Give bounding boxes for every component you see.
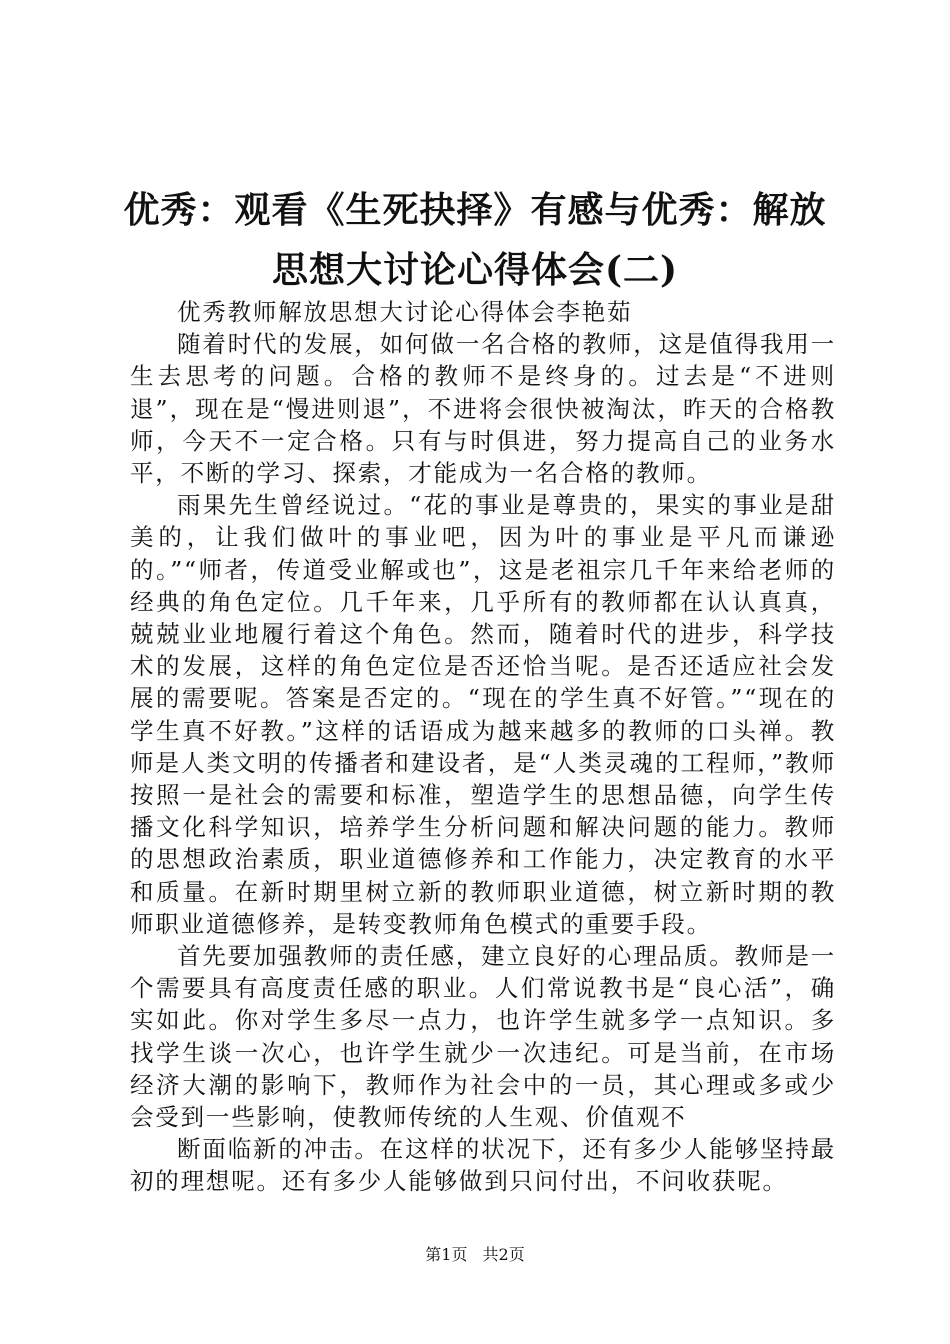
document-body: [130, 296, 836, 1198]
page-total: 共2页: [482, 1245, 525, 1264]
body-paragraph: 优秀教师解放思想大讨论心得体会李艳茹: [177, 298, 633, 326]
page-number: 第1页: [425, 1245, 468, 1264]
page-footer: [0, 1244, 950, 1266]
document-title: 优秀：观看《生死抉择》有感与优秀：解放思想大讨论心得体会(二): [123, 189, 827, 291]
body-paragraph: 随着时代的发展，如何做一名合格的教师，这是值得我用一生去思考的问题。合格的教师不是终身的。过去是“不进则退”，现在是“慢进则退”，不进将会很快被淘汰，昨天的合格教师，今天不一定合格。只有与时俱进，努力提高自己的业务水平，不断的学习、探索，才能成为一名合格的教师。: [130, 330, 836, 488]
body-paragraph: 首先要加强教师的责任感，建立良好的心理品质。教师是一个需要具有高度责任感的职业。人们常说教书是“良心活”，确实如此。你对学生多尽一点力，也许学生就多学一点知识。多找学生谈一次心，也许学生就少一次违纪。可是当前，在市场经济大潮的影响下，教师作为社会中的一员，其心理或多或少会受到一些影响，使教师传统的人生观、价值观不: [130, 942, 836, 1132]
body-paragraph: 雨果先生曾经说过。“花的事业是尊贵的，果实的事业是甜美的，让我们做叶的事业吧，因为叶的事业是平凡而谦逊的。”“师者，传道受业解或也”，这是老祖宗几千年来给老师的经典的角色定位。几千年来，几乎所有的教师都在认认真真，兢兢业业地履行着这个角色。然而，随着时代的进步，科学技术的发展，这样的角色定位是否还恰当呢。是否还适应社会发展的需要呢。答案是否定的。“现在的学生真不好管。”“现在的学生真不好教。”这样的话语成为越来越多的教师的口头禅。教师是人类文明的传播者和建设者，是“人类灵魂的工程师，”教师按照一是社会的需要和标准，塑造学生的思想品德，向学生传播文化科学知识，培养学生分析问题和解决问题的能力。教师的思想政治素质，职业道德修养和工作能力，决定教育的水平和质量。在新时期里树立新的教师职业道德，树立新时期的教师职业道德修养，是转变教师角色模式的重要手段。: [130, 491, 836, 938]
body-paragraph: 断面临新的冲击。在这样的状况下，还有多少人能够坚持最初的理想呢。还有多少人能够做到只问付出，不问收获呢。: [130, 1135, 836, 1196]
